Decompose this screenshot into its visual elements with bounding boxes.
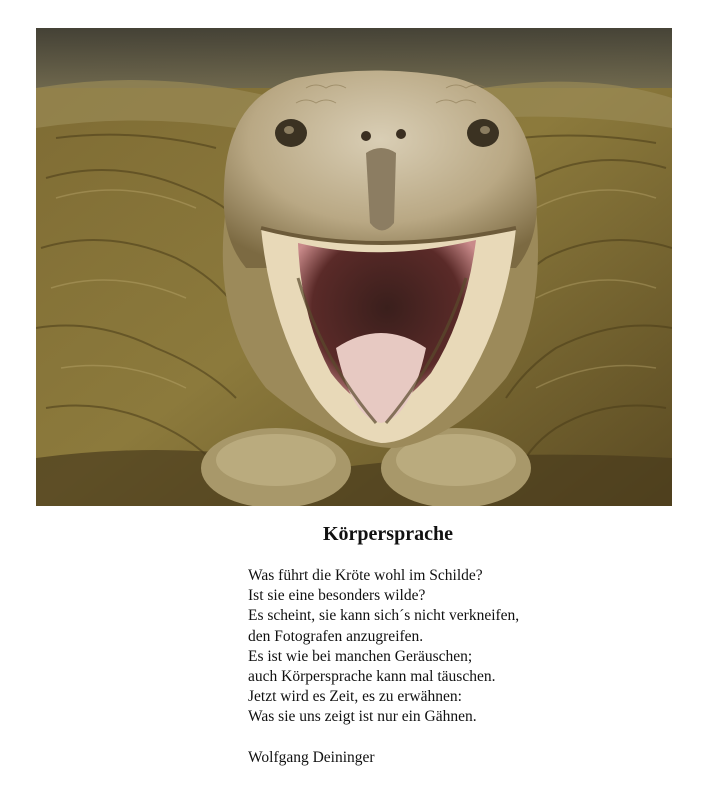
poem-line: den Fotografen anzugreifen. bbox=[248, 627, 424, 645]
poem-line: auch Körpersprache kann mal täuschen. bbox=[248, 668, 496, 686]
poem-line: Es ist wie bei manchen Geräuschen; bbox=[248, 647, 473, 665]
tortoise-photo bbox=[36, 28, 672, 506]
tortoise-illustration bbox=[36, 28, 672, 506]
poem-line: Was sie uns zeigt ist nur ein Gähnen. bbox=[248, 708, 477, 726]
poem-line: Was führt die Kröte wohl im Schilde? bbox=[248, 567, 483, 584]
poem-body bbox=[248, 566, 668, 728]
poem-title: Körpersprache bbox=[323, 523, 453, 545]
poem-line: Ist sie eine besonders wilde? bbox=[248, 587, 426, 605]
poem-line: Es scheint, sie kann sich´s nicht verkneifen, bbox=[248, 607, 520, 625]
poem-line: Jetzt wird es Zeit, es zu erwähnen: bbox=[248, 688, 462, 706]
poem-author: Wolfgang Deininger bbox=[248, 749, 375, 766]
